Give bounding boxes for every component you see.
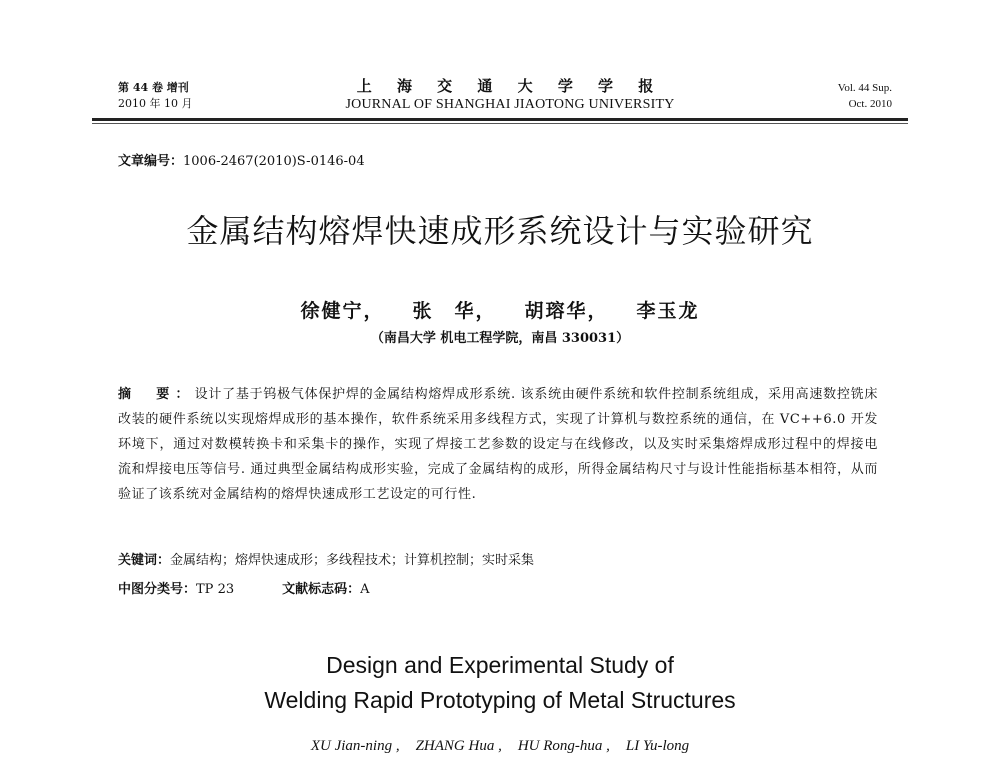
title-en-line: Design and Experimental Study of	[326, 652, 674, 678]
classification	[118, 579, 370, 601]
abstract-text: 设计了基于钨极气体保护焊的金属结构熔焊成形系统. 该系统由硬件系统和软件控制系统组成，采用高速数控铣床改装的硬件系统以实现熔焊成形的基本操作，软件系统采用多线程方式，实现了计算机与数控系统的通信，在 VC++6.0 开发环境下，通过对数模转换卡和采集卡的操作，实现了焊接工艺参数的设定与在线修改，以及实时采集熔焊成形过程中的焊接电流和焊接电压等信号. 通过典型金属结构成形实验，完成了金属结构的成形，所得金属结构尺寸与设计性能指标基本相符，从而验证了该系统对金属结构的熔焊快速成形工艺设定的可行性.	[118, 387, 878, 502]
author-en: HU Rong-hua ,	[517, 738, 610, 754]
keywords-text: 金属结构；熔焊快速成形；多线程技术；计算机控制；实时采集	[170, 553, 535, 568]
article-number-label: 文章编号：	[118, 154, 184, 169]
journal-name-cn: 上 海 交 通 大 学 学 报	[356, 77, 664, 95]
keywords-label: 关键词：	[118, 553, 171, 568]
author-cn: 徐健宁，	[300, 300, 385, 322]
author-en: XU Jian-ning ,	[310, 738, 400, 754]
doc-code-value: A	[360, 582, 370, 597]
header-rule-thin	[92, 123, 908, 124]
doc-code-label: 文献标志码：	[282, 582, 361, 597]
author-en: LI Yu-long	[625, 738, 690, 754]
volume-cn: 第 44 卷 增刊	[118, 81, 189, 94]
author-cn: 李玉龙	[636, 300, 700, 322]
journal-name-en: JOURNAL OF SHANGHAI JIAOTONG UNIVERSITY	[345, 97, 675, 112]
authors-en	[60, 738, 940, 755]
journal-header	[300, 76, 720, 114]
title-en	[60, 648, 940, 718]
title-en-line: Welding Rapid Prototyping of Metal Structures	[264, 687, 736, 713]
article-number-value: 1006-2467(2010)S-0146-04	[183, 154, 365, 169]
authors-cn	[60, 296, 940, 323]
author-cn: 张 华，	[412, 300, 497, 322]
clc-label: 中图分类号：	[118, 582, 197, 597]
title-cn: 金属结构熔焊快速成形系统设计与实验研究	[186, 212, 814, 250]
abstract	[118, 382, 878, 507]
header-rule-thick	[92, 118, 908, 121]
keywords	[118, 550, 534, 572]
article-number	[118, 150, 365, 169]
author-cn: 胡瑢华，	[524, 300, 609, 322]
abstract-label: 摘 要：	[118, 387, 195, 402]
header-right	[838, 80, 892, 112]
header-left	[118, 80, 192, 112]
volume-en: Vol. 44 Sup.	[837, 82, 892, 94]
date-en: Oct. 2010	[848, 98, 892, 110]
affiliation-cn: （南昌大学 机电工程学院，南昌 330031）	[370, 331, 630, 346]
date-cn: 2010 年 10 月	[118, 97, 193, 110]
clc-value: TP 23	[196, 582, 235, 597]
author-en: ZHANG Hua ,	[415, 738, 502, 754]
